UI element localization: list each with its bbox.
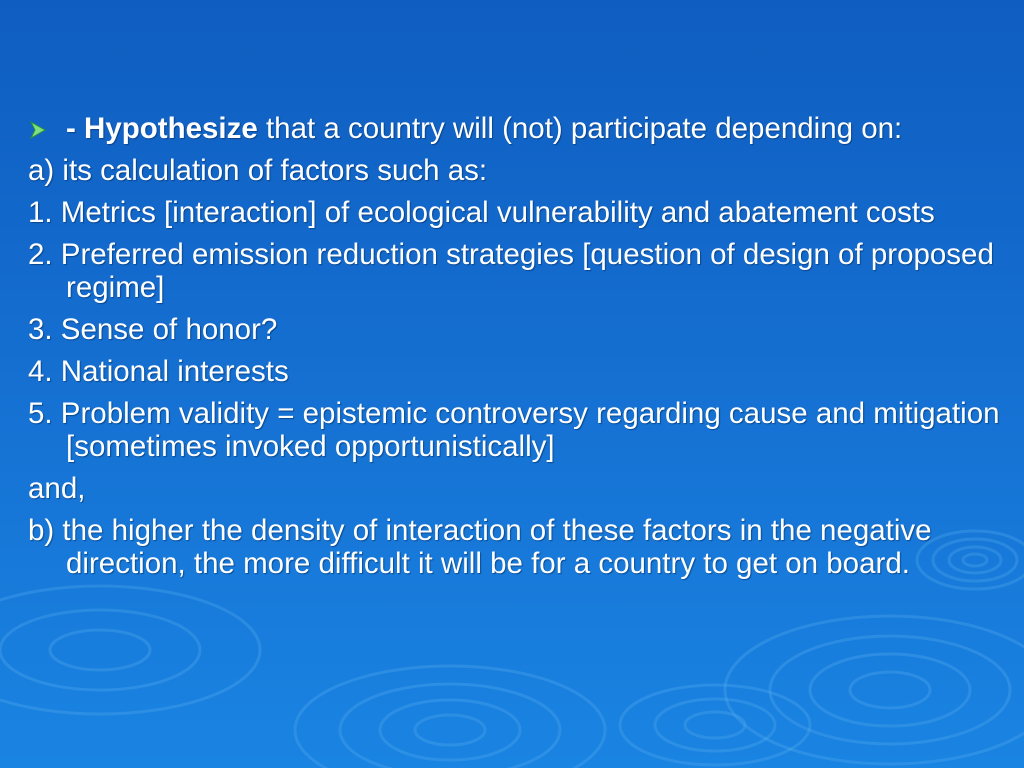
hypothesize-text: that a country will (not) participate depending on: [257,112,903,145]
factor-2: 2. Preferred emission reduction strategies [question of design of proposed regime] [28,238,994,304]
bullet-item-hypothesize [28,112,1003,145]
hypothesize-label: - Hypothesize [66,112,258,145]
slide-body [28,112,1003,589]
factor-3: 3. Sense of honor? [28,313,278,346]
line-a: a) its calculation of factors such as: [28,154,488,187]
line-b: b) the higher the density of interaction of these factors in the negative direction, the more difficult it will be for a country to get on board. [28,514,932,580]
arrow-bullet-icon [28,120,48,140]
factor-1: 1. Metrics [interaction] of ecological vulnerability and abatement costs [28,196,935,229]
factor-5: 5. Problem validity = epistemic controversy regarding cause and mitigation [sometimes invoked opportunistically] [28,397,1000,463]
line-and: and, [28,472,86,505]
factor-4: 4. National interests [28,355,289,388]
